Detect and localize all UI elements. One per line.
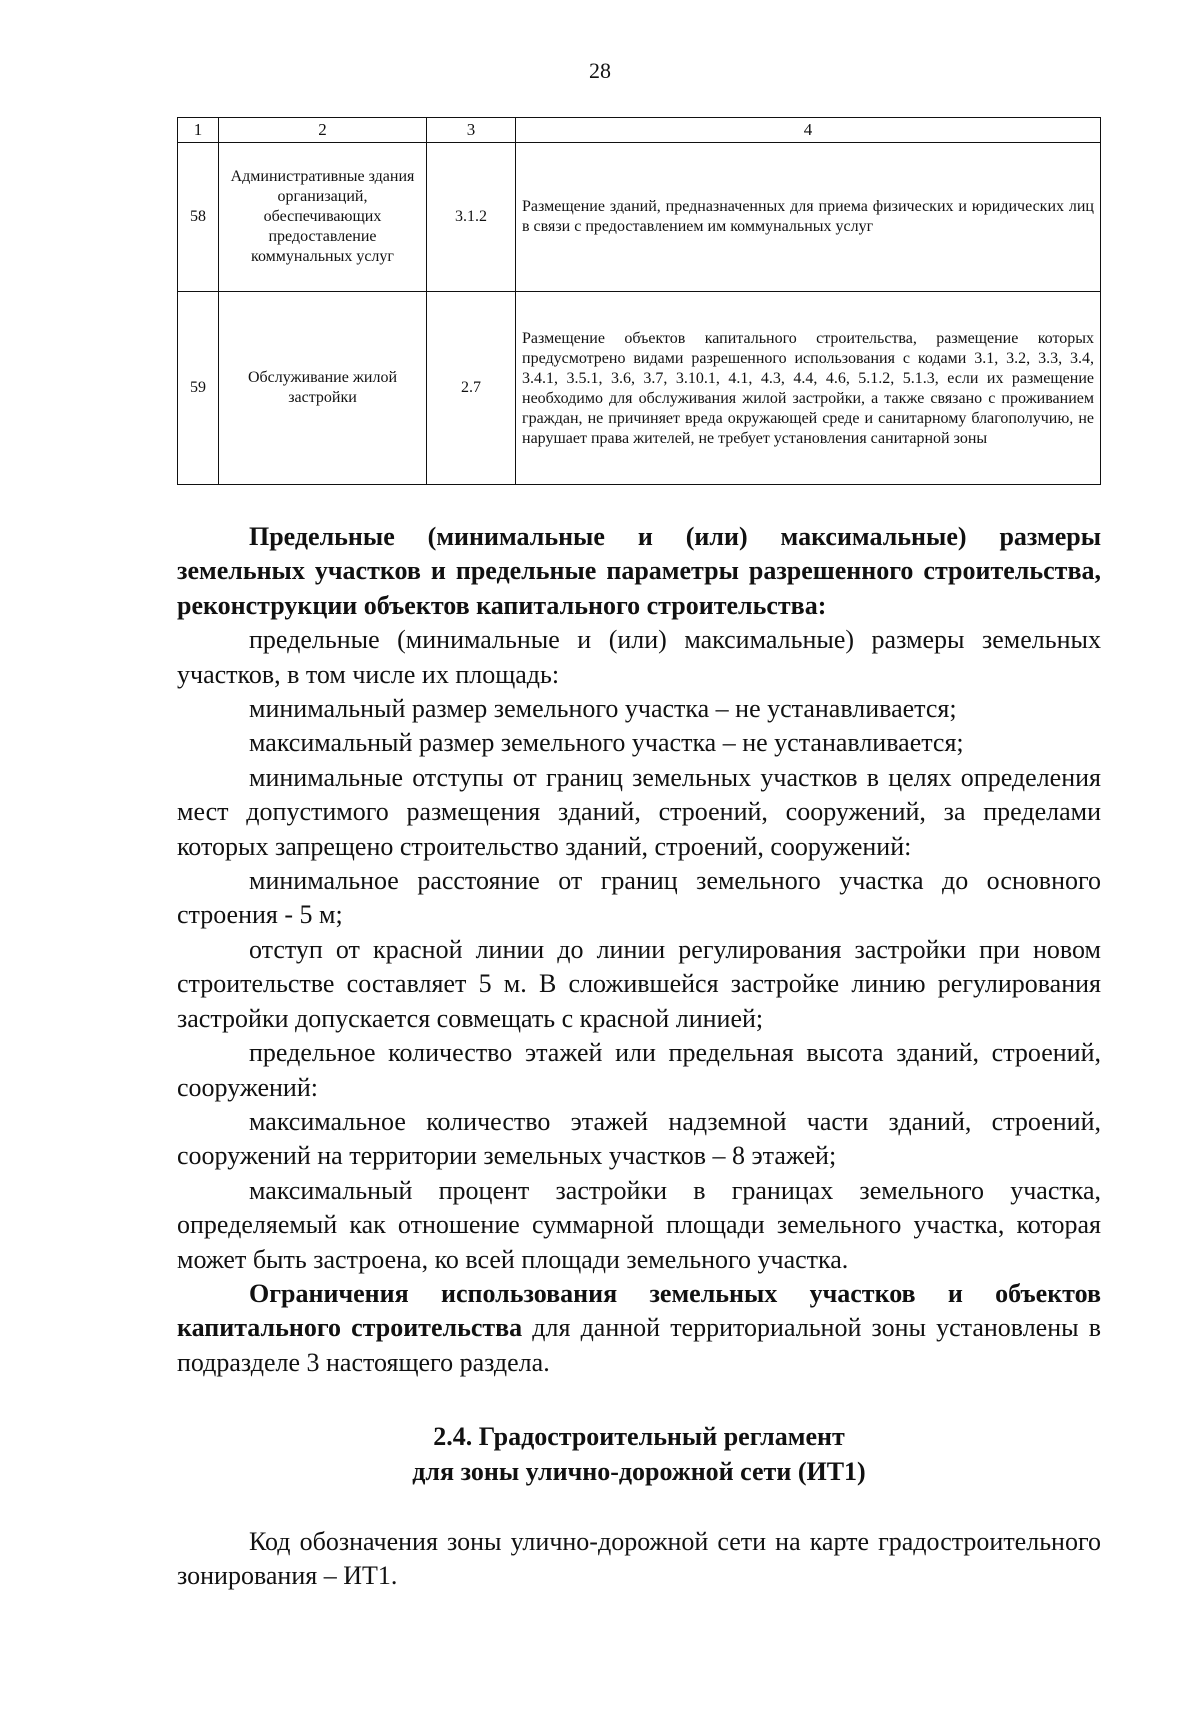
paragraph: минимальное расстояние от границ земельного участка до основного строения - 5 м; [177, 866, 1101, 930]
land-use-table [177, 117, 1101, 485]
restrictions-rest: для данной территориальной зоны установлены в подразделе 3 настоящего раздела. [177, 1313, 1101, 1377]
section-title-line: 2.4. Градостроительный регламент [433, 1422, 845, 1452]
page-number: 28 [589, 58, 611, 83]
restrictions-paragraph [177, 1277, 1101, 1380]
land-use-name: Обслуживание жилой застройки [219, 292, 427, 485]
limits-heading: Предельные (минимальные и (или) максимальные) размеры земельных участков и предельные параметры разрешенного строительства, реконструкции объектов капитального строительства: [177, 522, 1101, 620]
table-header-row [178, 118, 1101, 143]
table-row [178, 292, 1101, 485]
table-header-cell: 3 [427, 118, 516, 143]
paragraph: предельное количество этажей или предельная высота зданий, строений, сооружений: [177, 1038, 1101, 1102]
row-number: 58 [178, 143, 219, 292]
table-header-cell: 1 [178, 118, 219, 143]
table-header-cell: 2 [219, 118, 427, 143]
table-row [178, 143, 1101, 292]
paragraph: предельные (минимальные и (или) максимальные) размеры земельных участков, в том числе их площадь: [177, 625, 1101, 689]
paragraph: отступ от красной линии до линии регулирования застройки при новом строительстве составляет 5 м. В сложившейся застройке линию регулирования застройки допускается совмещать с красной линией; [177, 934, 1101, 1033]
land-use-name: Административные здания организаций, обеспечивающих предоставление коммунальных услуг [219, 143, 427, 292]
paragraph: минимальные отступы от границ земельных участков в целях определения мест допустимого размещения зданий, строений, сооружений, за пределами которых запрещено строительство зданий, строений, сооружений: [177, 762, 1101, 861]
restrictions-bold: Ограничения использования земельных участков и объектов капитального строительства [177, 1278, 1101, 1343]
land-use-code: 3.1.2 [427, 143, 516, 292]
section-title [177, 1420, 1101, 1489]
paragraph: минимальный размер земельного участка – не устанавливается; [249, 694, 957, 724]
land-use-description: Размещение объектов капитального строительства, размещение которых предусмотрено видами разрешенного использования с кодами 3.1, 3.2, 3.3, 3.4, 3.4.1, 3.5.1, 3.6, 3.7, 3.10.1, 4.1, 4.3, 4.4, 4.6, 5.1.2, 5.1.3, если их размещение необходимо для обслуживания жилой застройки, а также связано с проживанием граждан, не причиняет вреда окружающей среде и санитарному благополучию, не нарушает права жителей, не требует установления санитарной зоны [516, 292, 1101, 485]
row-number: 59 [178, 292, 219, 485]
paragraph: максимальный процент застройки в границах земельного участка, определяемый как отношение суммарной площади земельного участка, которая может быть застроена, ко всей площади земельного участка. [177, 1175, 1101, 1274]
section-title-line: для зоны улично-дорожной сети (ИТ1) [412, 1456, 866, 1486]
land-use-code: 2.7 [427, 292, 516, 485]
zone-code-paragraph: Код обозначения зоны улично-дорожной сети на карте градостроительного зонирования – ИТ1. [177, 1526, 1101, 1591]
paragraph: максимальный размер земельного участка – не устанавливается; [249, 728, 964, 758]
land-use-description: Размещение зданий, предназначенных для приема физических и юридических лиц в связи с предоставлением им коммунальных услуг [516, 143, 1101, 292]
document-body [177, 520, 1101, 1594]
table-header-cell: 4 [516, 118, 1101, 143]
paragraph: максимальное количество этажей надземной части зданий, строений, сооружений на территории земельных участков – 8 этажей; [177, 1106, 1101, 1171]
